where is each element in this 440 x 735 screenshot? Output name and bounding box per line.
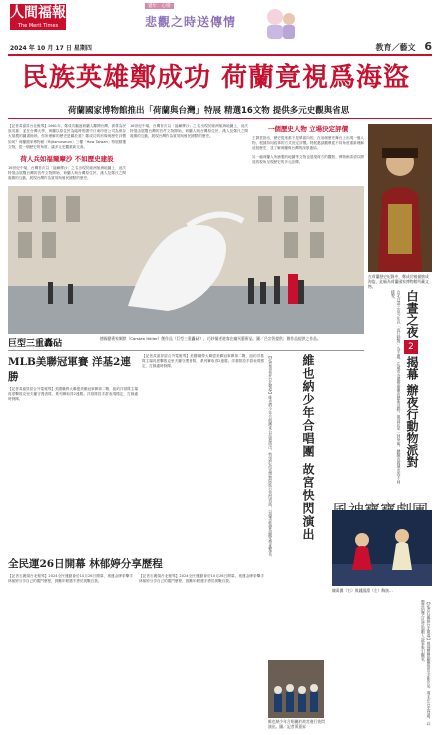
side-feature-body: 台北白晝之夜今年以「夜行動物」為主題，在城市各處舉辦徹夜藝術活動，邀請民眾一同參與，體驗夜間城市的不同樣貌。 — [391, 290, 402, 484]
banner-tag: 覺年：心情 — [145, 3, 174, 9]
article-title: MLB美聯冠軍賽 洋基2連勝 — [8, 356, 131, 383]
exhibition-image — [8, 186, 364, 334]
newspaper-logo[interactable]: 人間福報 — [10, 4, 66, 30]
side-feature-head — [404, 290, 421, 468]
theatre-photo[interactable] — [332, 510, 432, 586]
section-label — [376, 40, 432, 53]
theatre-image — [332, 510, 432, 586]
article-games — [8, 556, 264, 584]
side-feature-tag: 白晝之夜 — [405, 290, 419, 338]
exhibition-photo[interactable] — [8, 186, 364, 334]
page-number: 6 — [424, 40, 432, 53]
sub-headline: 荷蘭國家博物館推出「荷蘭與台灣」特展 精選16文物 提供多元史觀與省思 — [68, 106, 350, 116]
photo-label: 巨型三重轟砧 — [8, 339, 63, 349]
issue-date: 2024 年 10 月 17 日 星期四 — [10, 45, 92, 52]
article-paragraph: 另一幅荷蘭人所繪製的地圖等文物也展現荷方的觀點；博物館希望以開放的視角呈現歷史的多元詮釋。 — [252, 154, 364, 164]
article-subtitle: 一個歷史人物 立場決定評價 — [267, 125, 349, 133]
article-body: 【記者黃嘉昇綜合外電報導】美國職棒大聯盟美聯冠軍賽第二戰，紐約洋基隊主場再度擊敗克里夫蘭守護者隊，系列賽取得2連勝。洋基隊投手群表現穩定，打線適時發揮。 — [8, 387, 138, 402]
illustration-icon — [263, 5, 297, 41]
article-body: 【記者黃嘉昇台北報導】維也納少年合唱團來台巡迴演出，特別於故宮博物院進行快閃表演，以優美歌聲為觀眾帶來驚喜。 — [268, 354, 274, 560]
masthead — [0, 0, 440, 55]
side-feature-title: 揭幕 辦夜行動物派對 — [405, 356, 419, 469]
theatre-caption: 陳禹翼（右）與鍾鴻淵（左）飾演… — [332, 588, 393, 593]
article-paragraph: 16世紀中葉，台灣首次以「福爾摩沙」之名出現於歐洲航海地圖上，這次特展由展覽台灣的首件文物開始，荷蘭人與台灣原住民、漢人及鄭氏之間複雜的互動，展現台灣作為貿易與殖民據點的歷史。 — [130, 124, 248, 139]
article-mlb — [8, 354, 138, 403]
column-banner — [145, 3, 295, 45]
choir-image — [268, 660, 324, 718]
choir-title-wrap — [300, 354, 317, 654]
newspaper-logo-en: The Merit Times — [10, 22, 66, 30]
photo-caption: 德國藝術家爾默（Carsten Höller）創作品《巨型三重轟砧》，巧妙描述遊客在幽冥藝術品。圖／呂宗智提供；創作品提供之作品。 — [100, 336, 321, 341]
article-paragraph: 16世紀中葉，台灣首次以「福爾摩沙」之名出現於歐洲航海地圖上，這次特展由展覽台灣的首件文物開始，荷蘭人與台灣原住民、漢人及鄭氏之間複雜的互動，展現台灣作為貿易與殖民據點的歷史。 — [8, 166, 126, 181]
article-middle-column — [130, 124, 248, 184]
side-feature-number: 2 — [404, 340, 418, 354]
article-choir — [268, 354, 328, 654]
portrait-image — [368, 124, 432, 272]
theatre-body: 【記者石麗娟台北報導】風神寶寶劇團推出全新作品，週末在台北登場，以豐富的舞台設計與動人故事吸引觀眾。 — [421, 600, 432, 726]
article-body: 【記者石麗娟台北報導】2024全民運動會於10月26日開幕，奧運金牌拳擊手林郁婷分享自己的奮鬥歷程，鼓勵年輕選手勇於挑戰自我。 — [8, 574, 133, 584]
choir-caption: 維也納少年合唱團於故宮進行快閃演出。圖／記者黃嘉昇 — [268, 719, 325, 729]
portrait-caption: 在荷蘭歷史紀錄中，鄭成功被描繪成海盜，此幅為荷蘭國家博物館所藏文物。 — [368, 274, 429, 289]
article-paragraph: 王靜雲指出，歷史從來都不是單面向的，在這個歷史舞台上出現一個人物，根據持何敘事的方式決定評價。特展邀請觀眾從不同角度重新理解這段歷史，並了解荷蘭與台灣的深厚連結。 — [252, 136, 364, 151]
article-subtitle: 荷人兵如福爾摩沙 不如歷史建設 — [20, 155, 114, 164]
headline-rule — [8, 118, 432, 119]
divider — [8, 350, 364, 351]
article-intro: 【記者黃嘉昇台北報導】1661年，鄭成功驅逐荷蘭人離開台灣，被尊為民族英雄；並在台灣大學，荷蘭以原住民為臨時的國中日東印度公司為保存大規模的圖書館珍。你所理解的歷史是屬於誰？鄭成功的形像與歷史評價如何？荷蘭國家博物館（Rijksmuseum）三樓「How Taiwan」特展精選文物，從一個歷史的角度，讓多元史觀重新交會。 — [8, 124, 126, 149]
article-title: 維也納少年合唱團 故宮快閃演出 — [301, 354, 315, 542]
article-title: 全民運26日開幕 林郁婷分享歷程 — [8, 558, 163, 570]
article-mlb-cont — [142, 354, 264, 370]
masthead-rule — [8, 54, 432, 56]
portrait-photo[interactable] — [368, 124, 432, 272]
main-headline: 民族英雄鄭成功 荷蘭竟視爲海盜 — [22, 63, 411, 93]
choir-photo[interactable] — [268, 660, 324, 718]
article-body: 【記者石麗娟台北報導】2024全民運動會於10月26日開幕，奧運金牌拳擊手林郁婷分享自己的奮鬥歷程，鼓勵年輕選手勇於挑戰自我。 — [139, 574, 264, 584]
section-name: 教育／藝文 — [375, 43, 416, 52]
banner-title: 悲觀之時送傳情 — [145, 15, 237, 29]
article-body: 【記者黃嘉昇綜合外電報導】美國職棒大聯盟美聯冠軍賽第二戰，紐約洋基隊主場再度擊敗克里夫蘭守護者隊，系列賽取得2連勝。洋基隊投手群表現穩定，打線適時發揮。 — [142, 354, 264, 369]
side-feature — [332, 290, 432, 486]
